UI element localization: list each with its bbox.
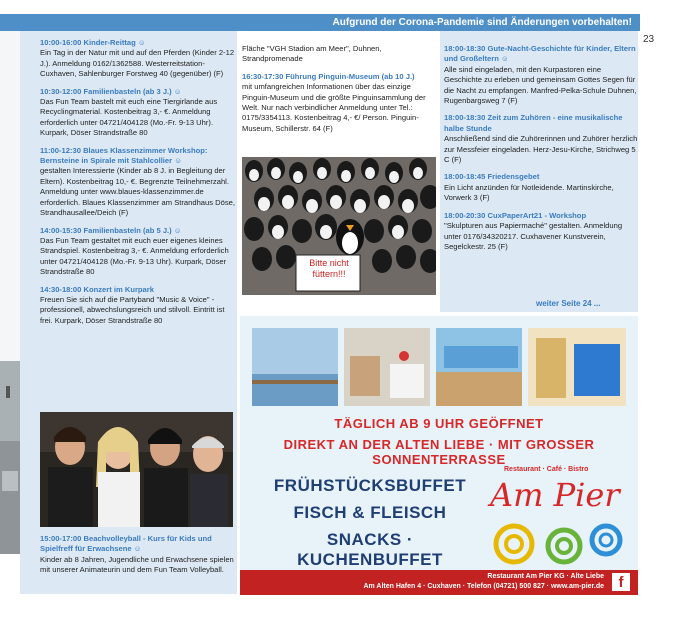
event-entry	[444, 211, 639, 253]
event-entry	[444, 172, 639, 203]
event-entry	[444, 44, 639, 106]
corona-banner: Aufgrund der Corona-Pandemie sind Änderungen vorbehalten!	[0, 14, 640, 31]
ad-menu-line: SNACKS · KUCHENBUFFET	[297, 530, 443, 569]
ad-company: Restaurant Am Pier KG · Alte Liebe	[487, 573, 604, 580]
event-title: 16:30-17:30 Führung Pinguin-Museum (ab 10 J.)	[242, 71, 415, 81]
event-body: Ein Licht anzünden für Notleidende. Martinskirche, Vorwerk 3 (F)	[444, 182, 614, 203]
event-title: 18:00-20:30 CuxPaperArt21 - Workshop	[444, 210, 587, 220]
event-title: 18:00-18:45 Friedensgebet	[444, 172, 540, 182]
event-body: Kinder ab 8 Jahren, Jugendliche und Erwachsene spielen mit unserer Animateurin und dem Fun Team Volleyball.	[40, 554, 234, 575]
left-beach-photo	[0, 31, 20, 554]
column-1	[40, 38, 235, 333]
ad-brand-logo	[484, 466, 634, 576]
event-title: 11:00-12:30 Blaues Klassenzimmer Workshop: Bernsteine in Spirale mit Stahlcollier ☺	[40, 145, 208, 166]
ad-location-line: DIREKT AN DER ALTEN LIEBE · MIT GROSSER SONNENTERRASSE	[283, 437, 595, 467]
event-title: 18:00-18:30 Gute-Nacht-Geschichte für Kinder, Eltern und Großeltern ☺	[444, 44, 636, 64]
event-body: Anschließend sind die Zuhörerinnen und Zuhörer herzlich zur Messfeier eingeladen. Herz-Jesu-Kirche, Strichweg 5 C (F)	[444, 134, 638, 165]
ad-menu-lines	[260, 476, 480, 577]
ad-photo-strip	[240, 316, 638, 414]
event-entry	[40, 146, 235, 219]
restaurant-ad	[240, 316, 638, 595]
column-3	[444, 44, 639, 259]
ad-brand-tagline: Restaurant · Café · Bistro	[504, 466, 589, 473]
facebook-icon[interactable]: f	[612, 573, 630, 591]
event-body: gestalten Interessierte (Kinder ab 8 J. in Begleitung der Eltern). Kostenbeitrag 10,- €. Begrenzte Teilnehmerzahl. Anmeldung unter www.blaues-klassenzimmer.de erforderlich. Blaues Klassenzimmer am Strandhaus Döse, Strandhausallee/Deich (F)	[40, 166, 235, 218]
continued-link[interactable]: weiter Seite 24 ...	[536, 299, 601, 308]
ad-footer	[240, 570, 638, 595]
column-1-bottom	[40, 534, 235, 583]
event-title: 14:00-15:30 Familienbasteln (ab 5 J.) ☺	[40, 225, 182, 235]
ad-brand-name: Am Pier	[490, 476, 620, 514]
event-entry	[242, 44, 438, 65]
event-body: Ein Tag in der Natur mit und auf den Pferden (Kinder 2-12 J.). Anmeldung 0162/1362588. Westerreitstation-Cuxhaven, Sahlenburger Forstweg 40 (gegenüber) (F)	[40, 48, 235, 79]
event-body: mit umfangreichen Informationen über das einzige Pinguin-Museum und die größte Pinguinsammlung der Welt. Nur nach verbindlicher Anmeldung unter Tel.: 0175/3354113. Kostenbeitrag 4,- €/ Person. Pinguin-Museum, Schillerstr. 64 (F)	[242, 82, 426, 133]
event-title: 10:00-16:00 Kinder-Reittag ☺	[40, 38, 146, 47]
event-entry	[40, 226, 235, 278]
ad-opening-hours: TÄGLICH AB 9 UHR GEÖFFNET	[334, 416, 544, 431]
event-entry	[40, 87, 235, 139]
event-entry	[40, 285, 235, 327]
event-body: Das Fun Team gestaltet mit euch euer eigenes kleines Strandspiel. Kostenbeitrag 3,- €. Anmeldung erforderlich unter 04721/404128 (Mo.-Fr. 9-13 Uhr). Kurpark, Döser Strandstraße 80	[40, 235, 229, 277]
event-entry	[40, 534, 235, 576]
event-entry	[242, 72, 438, 134]
page-number: 23	[643, 34, 655, 45]
event-entry	[444, 113, 639, 165]
event-title: 18:00-18:30 Zeit zum Zuhören - eine musikalische halbe Stunde	[444, 113, 623, 133]
penguin-sign-text: Bitte nicht füttern!!!	[309, 258, 349, 279]
event-body: Das Fun Team bastelt mit euch eine Tiergirlande aus Recyclingmaterial. Kostenbeitrag 3,- €. Anmeldung erforderlich unter 04721/404128 (Mo.-Fr. 9-13 Uhr). Kurpark, Döser Strandstraße 80	[40, 97, 218, 138]
event-body: Freuen Sie sich auf die Partyband "Music & Voice" - professionell, abwechslungsreich und stilvoll. Eintritt ist frei. Kurpark, Döser Strandstraße 80	[40, 294, 225, 325]
ad-brand-swirls	[484, 516, 634, 576]
event-entry	[40, 38, 235, 80]
event-title: 10:30-12:00 Familienbasteln (ab 3 J.) ☺	[40, 86, 182, 96]
event-body: Fläche "VGH Stadion am Meer", Duhnen, Strandpromenade	[242, 44, 382, 64]
event-title: 15:00-17:00 Beachvolleyball - Kurs für Kids und Spielfreff für Erwachsene ☺	[40, 534, 212, 554]
band-photo	[40, 412, 233, 527]
event-title: 14:30-18:00 Konzert im Kurpark	[40, 284, 154, 294]
ad-menu-line: FISCH & FLEISCH	[293, 503, 447, 522]
column-2	[242, 44, 438, 141]
ad-menu-line: FRÜHSTÜCKSBUFFET	[273, 476, 467, 495]
ad-contact[interactable]: Am Alten Hafen 4 · Cuxhaven · Telefon (04721) 500 827 · www.am-pier.de	[363, 583, 604, 590]
event-body: "Skulpturen aus Papiermaché" gestalten. Anmeldung unter 0176/34320217. Cuxhavener Kunstverein, Segelckestr. 25 (F)	[444, 221, 623, 251]
event-body: Alle sind eingeladen, mit den Kurpastoren eine Geschichte zu erleben und gemeinsam Gottes Segen für die Nacht zu empfangen. Manfred-Pelka-Schule Duhnen, Rugenbargsweg 7 (F)	[444, 64, 637, 106]
